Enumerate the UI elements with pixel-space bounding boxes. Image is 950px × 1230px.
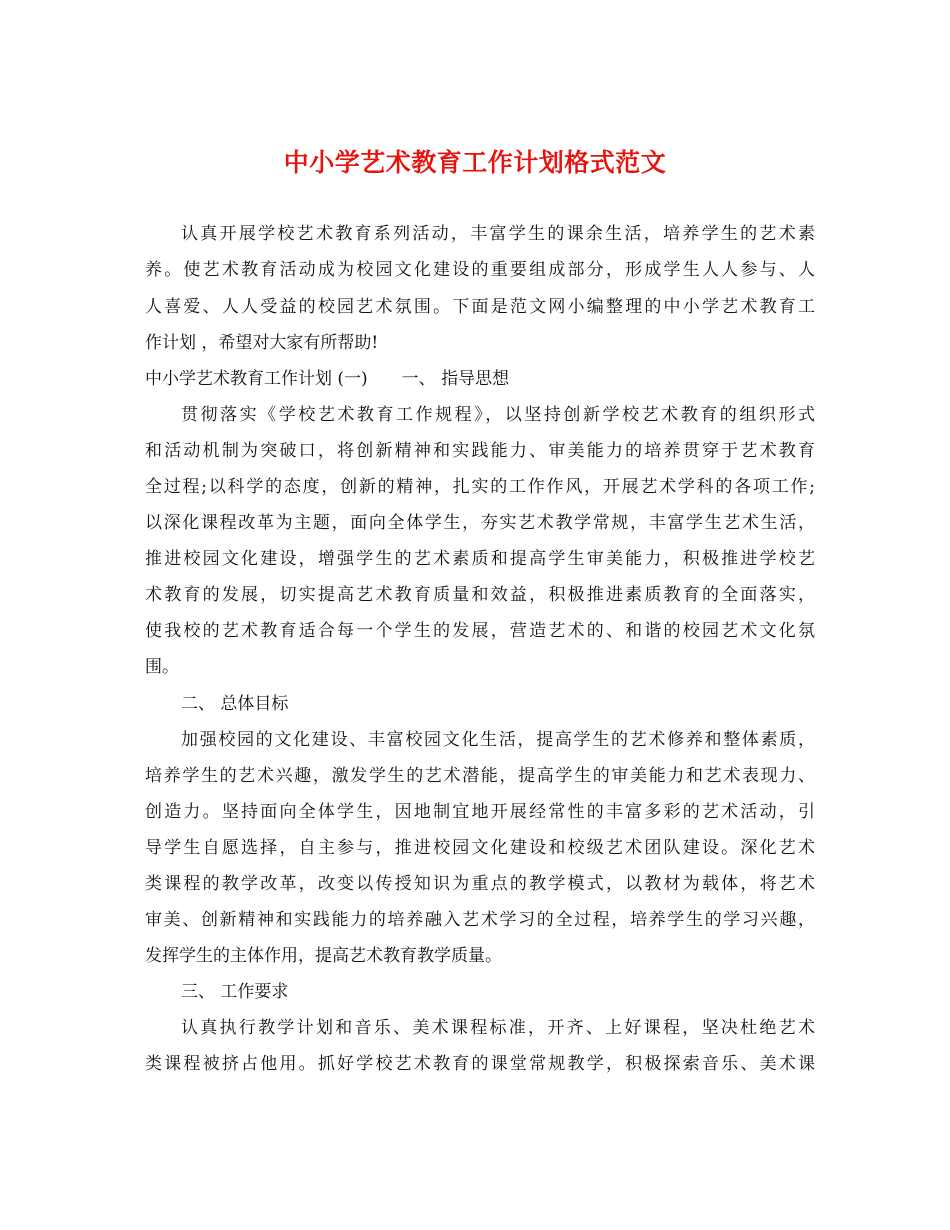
paragraph-line: 全过程;以科学的态度，创新的精神，扎实的工作作风，开展艺术学科的各项工作; xyxy=(145,477,815,497)
paragraph-line: 发挥学生的主体作用，提高艺术教育教学质量。 xyxy=(145,946,502,966)
section-heading: 三、 工作要求 xyxy=(181,982,289,1002)
paragraph-line: 培养学生的艺术兴趣，激发学生的艺术潜能，提高学生的审美能力和艺术表现力、 xyxy=(145,766,815,786)
paragraph-line: 养。使艺术教育活动成为校园文化建设的重要组成部分，形成学生人人参与、人 xyxy=(145,260,815,280)
paragraph-line: 推进校园文化建设，增强学生的艺术素质和提高学生审美能力，积极推进学校艺 xyxy=(145,549,815,569)
paragraph-line: 创造力。坚持面向全体学生，因地制宜地开展经常性的丰富多彩的艺术活动，引 xyxy=(145,802,815,822)
section-heading: 中小学艺术教育工作计划 (一) 一、 指导思想 xyxy=(145,369,510,389)
section-heading: 二、 总体目标 xyxy=(181,694,289,714)
paragraph-line: 和活动机制为突破口，将创新精神和实践能力、审美能力的培养贯穿于艺术教育 xyxy=(145,441,815,461)
paragraph-line: 以深化课程改革为主题，面向全体学生，夯实艺术教学常规，丰富学生艺术生活， xyxy=(145,513,815,533)
paragraph-line: 认真执行教学计划和音乐、美术课程标准，开齐、上好课程，坚决杜绝艺术 xyxy=(181,1018,815,1038)
paragraph-line: 术教育的发展，切实提高艺术教育质量和效益，积极推进素质教育的全面落实， xyxy=(145,585,815,605)
paragraph-line: 作计划 ，希望对大家有所帮助! xyxy=(145,333,379,353)
paragraph-line: 加强校园的文化建设、丰富校园文化生活，提高学生的艺术修养和整体素质， xyxy=(181,730,815,750)
paragraph-line: 围。 xyxy=(145,657,179,677)
paragraph-line: 贯彻落实《学校艺术教育工作规程》，以坚持创新学校艺术教育的组织形式 xyxy=(181,405,815,425)
paragraph-line: 认真开展学校艺术教育系列活动，丰富学生的课余生活，培养学生的艺术素 xyxy=(181,224,815,244)
paragraph-line: 审美、创新精神和实践能力的培养融入艺术学习的全过程，培养学生的学习兴趣， xyxy=(145,910,815,930)
paragraph-line: 导学生自愿选择，自主参与，推进校园文化建设和校级艺术团队建设。深化艺术 xyxy=(145,838,815,858)
paragraph-line: 使我校的艺术教育适合每一个学生的发展，营造艺术的、和谐的校园艺术文化氛 xyxy=(145,621,815,641)
page-title: 中小学艺术教育工作计划格式范文 xyxy=(283,148,667,177)
paragraph-line: 人喜爱、人人受益的校园艺术氛围。下面是范文网小编整理的中小学艺术教育工 xyxy=(145,297,815,317)
paragraph-line: 类课程被挤占他用。抓好学校艺术教育的课堂常规教学，积极探索音乐、美术课 xyxy=(145,1054,815,1074)
paragraph-line: 类课程的教学改革，改变以传授知识为重点的教学模式，以教材为载体，将艺术 xyxy=(145,874,815,894)
